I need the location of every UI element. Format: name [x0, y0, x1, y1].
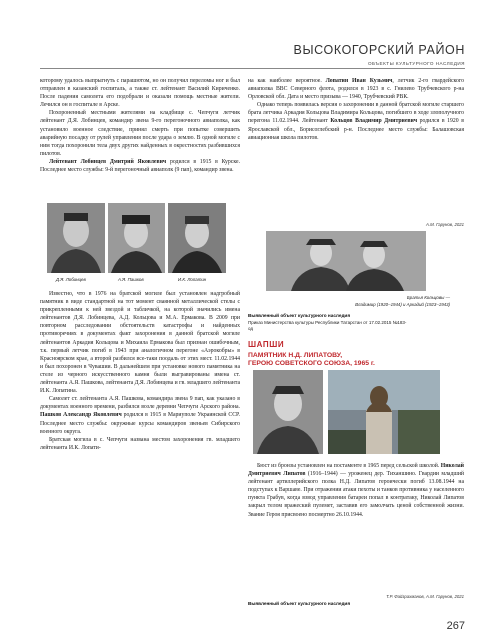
paragraph-text: родился в 1920 в Ярославской обл., Борисоглебский р-н. Последнее место службы: Балашовская авиационная школа пилотов.: [248, 118, 464, 141]
paragraph: Известно, что в 1976 на братской могиле был установлен надгробный памятник в виде стандартной на тот момент сваянной металлической стелы с прикрепленными к ней звездой и табличкой, на которой значились имена лейтенантов Д.Я. Лобинцева, А.Д. Кольцова и М.А. Ермакова. В 2009 при повторном расследовании обстоятельств катастрофы и найденных противоречиях в документах факт захоронения в данной братской могиле лейтенантов Аркадия Кольцова и Михаила Ермакова был признан ошибочным, т.к. первый летчик погиб в 1943 при аналогичном перегоне «Аэрокобры» в Красноярском крае, а второй разбился все-таки поодаль от этих мест. 11.02.1944 и был похоронен в Чувашии. В дальнейшем при установке нового памятника на стеле из черного искусственного камня были выгравированы имена ст. лейтенанта А.Я. Пашкова, лейтенанта Д.Я. Лобинцева и гв. младшего лейтенанта И.К. Лопатина.: [40, 291, 240, 395]
photo-caption: Владимир (1920–1944) и Аркадий (1923–1943): [355, 302, 450, 307]
paragraph: Братская могила в с. Чепчуги названа местом захоронения гв. младшего лейтенанта И.К. Лопати-: [40, 436, 240, 451]
person-name: Пашков Александр Яковлевич: [40, 412, 122, 419]
paragraph-text: Бюст из бронзы установлен на постаменте в 1965 перед сельской школой.: [257, 463, 441, 469]
person-name: Лопатин Иван Кузьмич: [325, 78, 393, 84]
author-signature: Т.Р. Файзрахманов, А.М. Гарунов, 2021: [386, 594, 464, 599]
photo-caption: И.К. Лопатин: [178, 277, 207, 282]
heritage-order-text: Приказ Министерства культуры Республики Татарстан от 17.02.2015 №183-од: [248, 320, 407, 331]
person-name: Николай Дмитриевич Липатов: [248, 463, 464, 478]
paragraph: [40, 158, 240, 174]
photo-caption: Братья Кольцовы —: [406, 295, 450, 300]
left-column-top: [40, 77, 240, 174]
portrait-photo: [253, 370, 323, 454]
heritage-status-heading: Выявленный объект культурного наследия: [248, 601, 351, 606]
header-rule: [40, 68, 465, 69]
person-name: Кольцов Владимир Дмитриевич: [330, 118, 418, 125]
paragraph: [40, 395, 240, 435]
paragraph: Похороненный местными жителями на кладбище с. Чепчуги летчик лейтенант Д.Я. Лобинцев, командир звена 9-го перегоночного авиаполка, как установило военное следствие, принял смерть при попытке совершить аварийную посадку от рулей управления после удара о землю. В одной могиле с ним тогда похоронили тела двух других найденных в окрестностях разбившихся пилотов.: [40, 110, 240, 157]
district-subtitle: ОБЪЕКТЫ КУЛЬТУРНОГО НАСЛЕДИЯ: [367, 61, 465, 66]
heritage-status-heading: Выявленный объект культурного наследия: [248, 313, 351, 318]
person-name: Лейтенант Лобинцев Дмитрий Яковлевич: [49, 158, 167, 165]
paragraph-text: на как наиболее вероятное.: [248, 78, 326, 84]
paragraph: которому удалось выпрыгнуть с парашютом, но он получил переломы ног и был отправлен в казанский госпиталь, а также ст. лейтенант Василий Кириченко. После падения самолета его подобрали и оказали помощь местные жители. Лечился он в госпитале в Арске.: [40, 78, 240, 109]
paragraph-text: , летчик 2-го гвардейского авиаполка ВВС Северного флота, родился в 1923 в с. Гнилево Трубчевского р-на Орловской обл. Дата и место призыва — 1940, Трубчевский РВК.: [248, 78, 464, 101]
monument-photo: [328, 370, 440, 454]
paragraph-text: Однако теперь появилась версия о захоронении в данной братской могиле старшего брата летчика Аркадия Кольцова Владимира Кольцова, погибшего в ходе злополучного перегона 11.02.1944. Лейтенант: [248, 102, 464, 125]
photo-caption: Д.Я. Лобинцев: [56, 277, 86, 282]
brothers-photo: [266, 231, 426, 291]
photo-caption: А.Я. Пашков: [118, 277, 144, 282]
district-title: ВЫСОКОГОРСКИЙ РАЙОН: [293, 43, 465, 57]
section-title: ПАМЯТНИК Н.Д. ЛИПАТОВУ,: [248, 352, 343, 359]
paragraph-text: родился в 1915 в Курске. Последнее место службы: 9-й перегоночный авиаполк (9 пап), командир звена.: [40, 158, 241, 174]
paragraph-text: Самолет ст. лейтенанта А.Я. Пашкова, командира звена 9 пап, как указано в документах военного времени, разбился возле деревни Чепчуги Арского района.: [40, 396, 240, 411]
author-signature: А.М. Гарунов, 2021: [426, 222, 464, 227]
paragraph-text: родился в 1915 в Мариуполе Украинской ССР. Последнее место службы: окружные курсы командиров звеньев Сибирского военного округа.: [40, 412, 240, 435]
paragraph: [248, 77, 464, 101]
portrait-photo: [47, 203, 105, 273]
right-column-top: [248, 77, 464, 142]
paragraph: [248, 101, 464, 141]
portrait-photo: [168, 203, 226, 273]
right-column-bottom: [248, 462, 464, 519]
page-number: 267: [446, 620, 465, 632]
section-place-name: ШАПШИ: [248, 340, 285, 349]
paragraph: [248, 462, 464, 519]
left-column-bottom: [40, 290, 240, 452]
section-title: ГЕРОЮ СОВЕТСКОГО СОЮЗА, 1965 г.: [248, 360, 375, 367]
paragraph-text: (1916–1944) — уроженец дер. Тиханшино. Гвардии младший лейтенант артиллерийского полка Н.Д. Липатов героически погиб 13.08.1944 на подступах к Варшаве. При отражении атаки пехоты и танков противника у населенного пункта Грабув, когда взвод управления батареи попал в контратаку, Николай Липатов закрыл телом вражеский пулемет, заставив его замолчать ценой собственной жизни. Звание Героя присвоено посмертно 26.10.1944.: [248, 471, 464, 518]
portrait-photo: [108, 203, 165, 273]
